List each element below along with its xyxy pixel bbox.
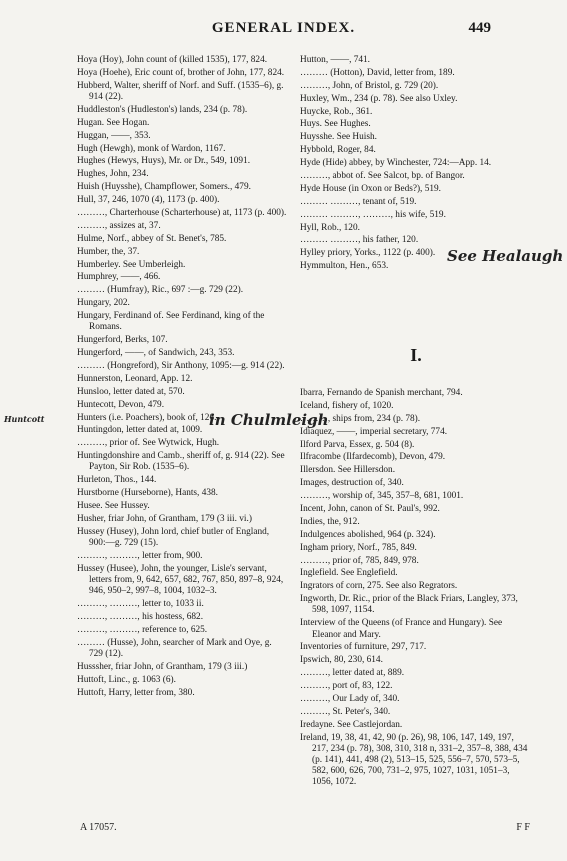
index-entry: ………, prior of. See Wytwick, Hugh. (77, 438, 220, 449)
index-entry: Hungary, 202. (77, 298, 130, 309)
index-entry: Hyde (Hide) abbey, by Winchester, 724:—App. 14. (300, 158, 492, 169)
index-entry: Hungary, Ferdinand of. See Ferdinand, king of the Romans. (77, 311, 265, 333)
index-entry: Huntingdonshire and Camb., sheriff of, g. 914 (22). See Payton, Sir Rob. (1535–6). (77, 451, 285, 473)
index-entry: Incent, John, canon of St. Paul's, 992. (300, 504, 440, 515)
index-entry: Hungerford, ——, of Sandwich, 243, 353. (77, 348, 235, 359)
index-column-right-i (300, 388, 532, 790)
index-entry: Hutton, ——, 741. (300, 55, 370, 65)
index-entry: Hurleton, Thos., 144. (77, 475, 157, 486)
index-entry: Hylley priory, Yorks., 1122 (p. 400). (300, 248, 436, 259)
index-entry: Ingham priory, Norf., 785, 849. (300, 542, 417, 553)
index-entry: Husssher, friar John, of Grantham, 179 (3 iii.) (77, 661, 248, 672)
index-entry: Iredayne. See Castlejordan. (300, 719, 403, 730)
index-entry: Idiaquez, ——, imperial secretary, 774. (300, 426, 448, 437)
index-entry: Interview of the Queens (of France and Hungary). See Eleanor and Mary. (300, 618, 503, 640)
index-entry: Illersdon. See Hillersdon. (300, 465, 396, 476)
running-title: GENERAL INDEX. (211, 20, 356, 36)
index-entry: Hussey (Husey), John lord, chief butler of England, 900:—g. 729 (15). (77, 526, 270, 549)
index-entry: ………, John, of Bristol, g. 729 (20). (300, 80, 439, 91)
index-entry: ………, ………, letter from, 900. (77, 550, 203, 561)
index-entry: Hussey (Husee), John, the younger, Lisle's servant, letters from, 9, 642, 657, 682, 767, 850, 897–8, 924, 946, 950–2, 997–8, 1004, 1032–3. (77, 563, 284, 597)
index-entry: Humberley. See Umberleigh. (77, 259, 186, 270)
signature-mark: F F (516, 822, 530, 833)
index-entry: ……… (Humfray), Ric., 697 :—g. 729 (22). (77, 285, 244, 296)
index-entry: ………, worship of, 345, 357–8, 681, 1001. (300, 491, 464, 502)
index-column-left (77, 55, 287, 701)
index-entry: Huttoft, Harry, letter from, 380. (77, 687, 195, 698)
index-entry: Hull, 37, 246, 1070 (4), 1173 (p. 400). (77, 195, 220, 206)
index-entry: Hugan. See Hogan. (77, 117, 150, 128)
index-entry: ………, ………, his hostess, 682. (77, 612, 204, 623)
index-entry: Ingrators of corn, 275. See also Regrators. (300, 581, 458, 592)
index-entry: Huysshe. See Huish. (300, 132, 377, 143)
index-entry: Hyll, Rob., 120. (300, 222, 360, 233)
index-entry: Ibarra, Fernando de Spanish merchant, 794. (300, 388, 463, 398)
index-entry: ……… ………, tenant of, 519. (300, 196, 417, 207)
index-entry: Hoya (Hoehe), Eric count of, brother of John, 177, 824. (77, 67, 285, 78)
index-entry: Hungerford, Berks, 107. (77, 335, 168, 346)
index-entry: ………, Charterhouse (Scharterhouse) at, 1173 (p. 400). (77, 208, 287, 218)
printer-signature: A 17057. (80, 822, 117, 833)
index-entry: Hoya (Hoy), John count of (killed 1535), 177, 824. (77, 55, 268, 65)
handwritten-margin-note: Huntcott (4, 414, 45, 424)
index-entry: Hybbold, Roger, 84. (300, 145, 376, 156)
page-number: 449 (468, 20, 491, 36)
index-column-right-h (300, 55, 532, 274)
index-entry: Hughes (Hewys, Huys), Mr. or Dr., 549, 1091. (77, 156, 251, 167)
index-entry: ………, prior of, 785, 849, 978. (300, 555, 419, 566)
index-entry: Huntecott, Devon, 479. (77, 399, 165, 410)
index-entry: ………, abbot of. See Salcot, bp. of Bangor. (300, 171, 465, 182)
index-entry: Inglefield. See Englefield. (300, 568, 398, 579)
index-entry: ……… (Hongreford), Sir Anthony, 1095:—g. 914 (22). (77, 361, 285, 371)
index-entry: Hurstborne (Hurseborne), Hants, 438. (77, 488, 218, 499)
index-entry: Hymmulton, Hen., 653. (300, 261, 389, 272)
index-entry: Iceland, fishery of, 1020. (300, 400, 394, 411)
index-entry: ………, St. Peter's, 340. (300, 706, 391, 717)
index-entry: Huntingdon, letter dated at, 1009. (77, 425, 203, 436)
index-entry: Husher, friar John, of Grantham, 179 (3 iii. vi.) (77, 514, 252, 524)
index-entry: Hunsloo, letter dated at, 570. (77, 386, 185, 397)
index-entry: Huxley, Wm., 234 (p. 78). See also Uxley. (300, 93, 458, 104)
index-entry: ………, assizes at, 37. (77, 220, 161, 231)
index-entry: Huish (Huysshe), Champflower, Somers., 479. (77, 182, 251, 193)
index-entry: Huggan, ——, 353. (77, 130, 151, 141)
index-entry: Hugh (Hewgh), monk of Wardon, 1167. (77, 143, 226, 154)
index-entry: Inventories of furniture, 297, 717. (300, 642, 427, 653)
index-entry: Ingworth, Dr. Ric., prior of the Black Friars, Langley, 373, 598, 1097, 1154. (300, 594, 518, 616)
index-entry: ……… (Hotton), David, letter from, 189. (300, 67, 455, 78)
index-entry: ……… ………, his father, 120. (300, 235, 419, 246)
index-entry: Ilfracombe (Ilfardecomb), Devon, 479. (300, 452, 446, 463)
section-letter-heading: I. (410, 345, 422, 365)
index-entry: Humphrey, ——, 466. (77, 272, 161, 283)
index-entry: ……… (Husse), John, searcher of Mark and Oye, g. 729 (12). (77, 637, 272, 660)
index-entry: Hunnerston, Leonard, App. 12. (77, 373, 193, 384)
index-entry: ……… ………, ………, his wife, 519. (300, 209, 446, 220)
index-entry: ………, letter dated at, 889. (300, 668, 405, 679)
handwritten-healaugh-note: See Healaugh (447, 247, 564, 265)
index-entry: Huycke, Rob., 361. (300, 106, 373, 117)
index-entry: Indies, the, 912. (300, 516, 360, 527)
index-entry: Ireland, 19, 38, 41, 42, 90 (p. 26), 98, 106, 147, 149, 197, 217, 234 (p. 78), 308, 310, 318 n, 331–2, 357–8, 388, 434 (p. 141), 441, 498 (2), 513–15, 525, 556–7, 570, 573–5, 582, 600, 626, 700, 731–2, 975, 1027, 1031, 1051–3, 1056, 1072. (300, 732, 528, 788)
index-entry: Huttoft, Linc., g. 1063 (6). (77, 674, 176, 685)
index-entry: ………, port of, 83, 122. (300, 681, 393, 692)
index-entry: Huys. See Hughes. (300, 119, 371, 130)
index-entry: Husee. See Hussey. (77, 501, 150, 512)
index-entry: Indulgences abolished, 964 (p. 324). (300, 529, 436, 540)
index-entry: Hulme, Norf., abbey of St. Benet's, 785. (77, 233, 227, 244)
index-entry: Hubberd, Walter, sheriff of Norf. and Suff. (1535–6), g. 914 (22). (77, 80, 284, 102)
index-entry: Ipswich, 80, 230, 614. (300, 655, 383, 666)
page-header (0, 20, 567, 40)
index-entry: Hunters (i.e. Poachers), book of, 126. (77, 412, 217, 423)
handwritten-hulmleigh-note: in Chulmleigh (209, 411, 329, 429)
index-entry: ………, ………, letter to, 1033 ii. (77, 599, 204, 610)
index-entry: ………, ………, reference to, 625. (77, 624, 208, 635)
index-entry: Hyde House (in Oxon or Beds?), 519. (300, 183, 441, 194)
index-entry: ………, Our Lady of, 340. (300, 694, 400, 704)
index-entry: Humber, the, 37. (77, 246, 140, 257)
index-entry: Huddleston's (Hudleston's) lands, 234 (p. 78). (77, 104, 248, 115)
index-entry: Hughes, John, 234. (77, 169, 149, 180)
index-entry: Images, destruction of, 340. (300, 478, 404, 489)
index-entry: ………, ships from, 234 (p. 78). (300, 413, 421, 424)
index-entry: Ilford Parva, Essex, g. 504 (8). (300, 439, 415, 450)
